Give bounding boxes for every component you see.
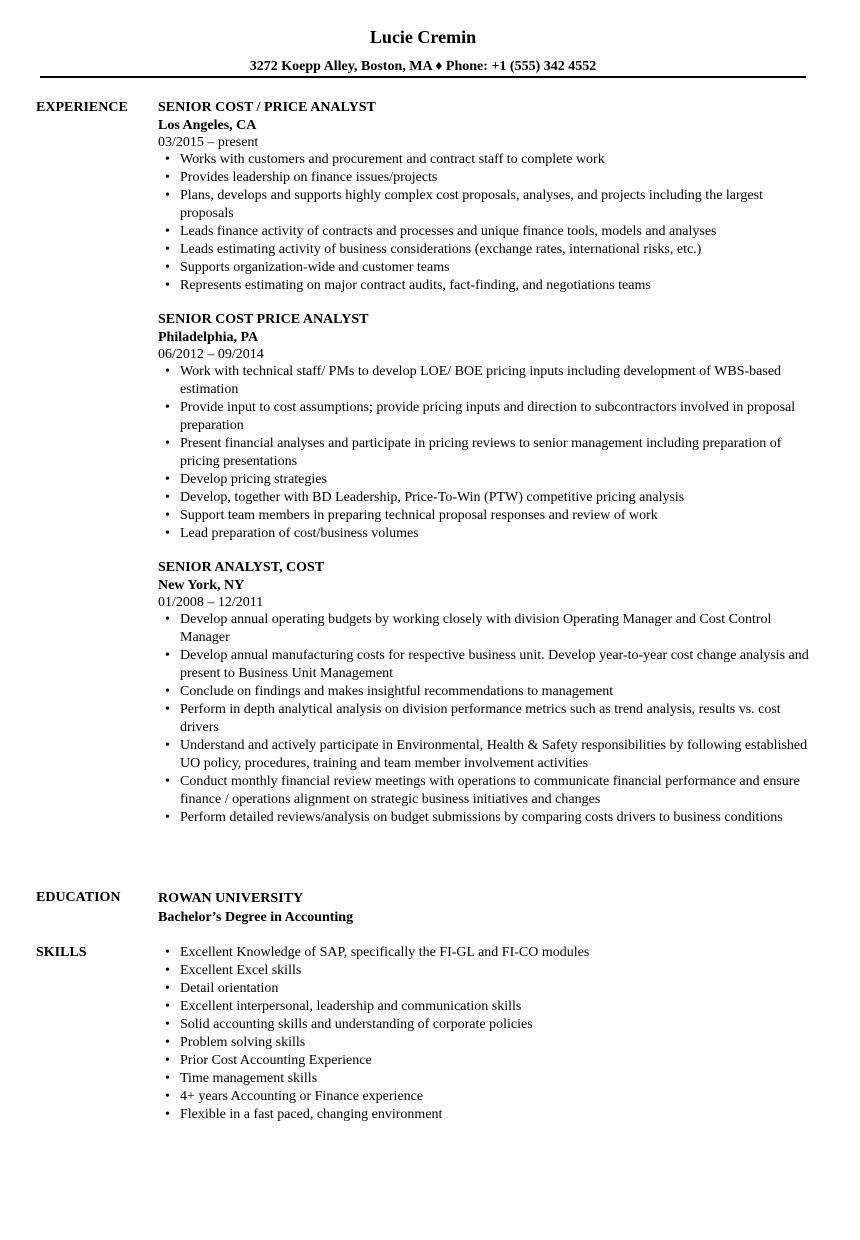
school-name: ROWAN UNIVERSITY	[158, 891, 304, 906]
job-bullets	[158, 151, 813, 295]
job-entry	[158, 311, 813, 543]
job-title: SENIOR ANALYST, COST	[158, 560, 325, 575]
skills-content	[158, 944, 813, 1124]
job-location: Los Angeles, CA	[158, 118, 257, 133]
bullet-item: • Support team members in preparing technical proposal responses and review of work	[158, 507, 813, 525]
skill-item: • Excellent Knowledge of SAP, specifically the FI-GL and FI-CO modules	[158, 944, 813, 962]
section-label-experience: EXPERIENCE	[36, 100, 128, 115]
bullet-item: • Develop annual operating budgets by working closely with division Operating Manager and Cost Control Manager	[158, 611, 813, 647]
job-location: New York, NY	[158, 578, 245, 593]
job-entry	[158, 559, 813, 827]
job-dates: 03/2015 – present	[158, 135, 259, 150]
job-title: SENIOR COST PRICE ANALYST	[158, 312, 369, 327]
skills-list	[158, 944, 813, 1124]
bullet-item: • Provides leadership on finance issues/projects	[158, 169, 813, 187]
bullet-item: • Develop, together with BD Leadership, Price-To-Win (PTW) competitive pricing analysis	[158, 489, 813, 507]
bullet-item: • Works with customers and procurement and contract staff to complete work	[158, 151, 813, 169]
skill-item: • Detail orientation	[158, 980, 813, 998]
bullet-item: • Lead preparation of cost/business volumes	[158, 525, 813, 543]
skill-item: • Solid accounting skills and understanding of corporate policies	[158, 1016, 813, 1034]
bullet-item: • Perform detailed reviews/analysis on budget submissions by comparing costs drivers to business conditions	[158, 809, 813, 827]
contact-line: 3272 Koepp Alley, Boston, MA ♦ Phone: +1 (555) 342 4552	[249, 59, 597, 74]
bullet-item: • Perform in depth analytical analysis on division performance metrics such as trend analysis, results vs. cost drivers	[158, 701, 813, 737]
bullet-item: • Present financial analyses and participate in pricing reviews to senior management including preparation of pricing presentations	[158, 435, 813, 471]
bullet-item: • Supports organization-wide and customer teams	[158, 259, 813, 277]
bullet-item: • Understand and actively participate in Environmental, Health & Safety responsibilities by following established UO policy, procedures, training and team member involvement activities	[158, 737, 813, 773]
job-entry	[158, 99, 813, 295]
skill-item: • Prior Cost Accounting Experience	[158, 1052, 813, 1070]
job-dates: 01/2008 – 12/2011	[158, 595, 264, 610]
bullet-item: • Develop pricing strategies	[158, 471, 813, 489]
experience-content	[158, 99, 813, 843]
bullet-item: • Conduct monthly financial review meetings with operations to communicate financial performance and ensure finance / operations alignment on strategic business initiatives and changes	[158, 773, 813, 809]
degree-name: Bachelor’s Degree in Accounting	[158, 910, 354, 925]
skill-item: • Excellent interpersonal, leadership and communication skills	[158, 998, 813, 1016]
skill-item: • Problem solving skills	[158, 1034, 813, 1052]
skill-item: • Time management skills	[158, 1070, 813, 1088]
skill-item: • Excellent Excel skills	[158, 962, 813, 980]
job-dates: 06/2012 – 09/2014	[158, 347, 264, 362]
job-bullets	[158, 611, 813, 827]
bullet-item: • Leads finance activity of contracts and processes and unique finance tools, models and analyses	[158, 223, 813, 241]
candidate-name: Lucie Cremin	[369, 27, 477, 47]
bullet-item: • Leads estimating activity of business considerations (exchange rates, international risks, etc.)	[158, 241, 813, 259]
job-bullets	[158, 363, 813, 543]
bullet-item: • Work with technical staff/ PMs to develop LOE/ BOE pricing inputs including development of WBS-based estimation	[158, 363, 813, 399]
bullet-item: • Provide input to cost assumptions; provide pricing inputs and direction to subcontractors involved in proposal preparation	[158, 399, 813, 435]
job-location: Philadelphia, PA	[158, 330, 259, 345]
skill-item: • 4+ years Accounting or Finance experience	[158, 1088, 813, 1106]
bullet-item: • Represents estimating on major contract audits, fact-finding, and negotiations teams	[158, 277, 813, 295]
bullet-item: • Conclude on findings and makes insightful recommendations to management	[158, 683, 813, 701]
education-content	[158, 889, 813, 927]
section-label-skills: SKILLS	[36, 945, 87, 960]
bullet-item: • Plans, develops and supports highly complex cost proposals, analyses, and projects including the largest proposals	[158, 187, 813, 223]
skill-item: • Flexible in a fast paced, changing environment	[158, 1106, 813, 1124]
header-divider	[40, 76, 806, 78]
section-label-education: EDUCATION	[36, 890, 121, 905]
bullet-item: • Develop annual manufacturing costs for respective business unit. Develop year-to-year cost change analysis and present to Business Unit Management	[158, 647, 813, 683]
job-title: SENIOR COST / PRICE ANALYST	[158, 100, 376, 115]
